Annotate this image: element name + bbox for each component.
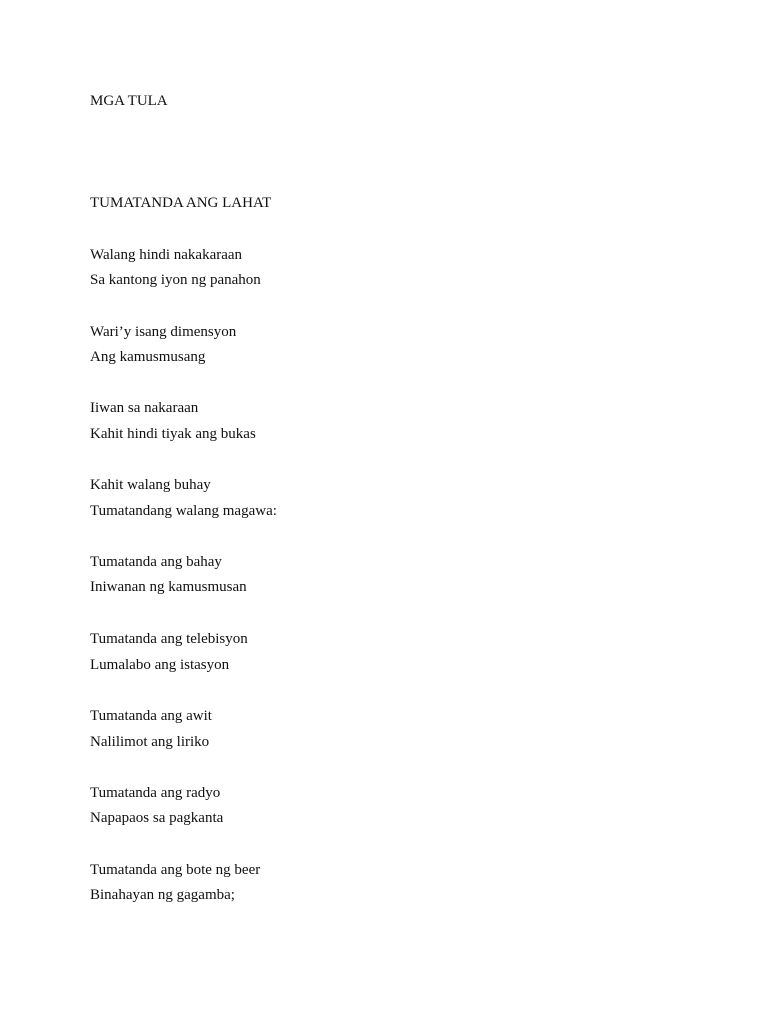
collection-title: MGA TULA — [90, 93, 168, 109]
poem-line: Wari’y isang dimensyon — [90, 324, 237, 340]
poem-line: Tumatanda ang awit — [90, 708, 212, 724]
poem-line: Kahit walang buhay — [90, 477, 211, 493]
poem-line: Lumalabo ang istasyon — [90, 657, 230, 673]
poem-line: Ang kamusmusang — [90, 349, 206, 365]
poem-line: Binahayan ng gagamba; — [90, 887, 235, 903]
poem-line: Tumatanda ang bahay — [90, 554, 222, 570]
poem-line: Tumatandang walang magawa: — [90, 503, 277, 519]
poem-line: Walang hindi nakakaraan — [90, 247, 243, 263]
poem-line: Iiwan sa nakaraan — [90, 400, 199, 416]
poem-line: Nalilimot ang liriko — [90, 734, 210, 750]
poem-line: Tumatanda ang radyo — [90, 785, 221, 801]
poem-line: Napapaos sa pagkanta — [90, 810, 224, 826]
poem-title: TUMATANDA ANG LAHAT — [90, 195, 272, 211]
poem-line: Kahit hindi tiyak ang bukas — [90, 426, 256, 442]
poem-line: Tumatanda ang bote ng beer — [90, 862, 261, 878]
poem-line: Sa kantong iyon ng panahon — [90, 272, 261, 288]
poem-line: Iniwanan ng kamusmusan — [90, 579, 247, 595]
poem-line: Tumatanda ang telebisyon — [90, 631, 248, 647]
